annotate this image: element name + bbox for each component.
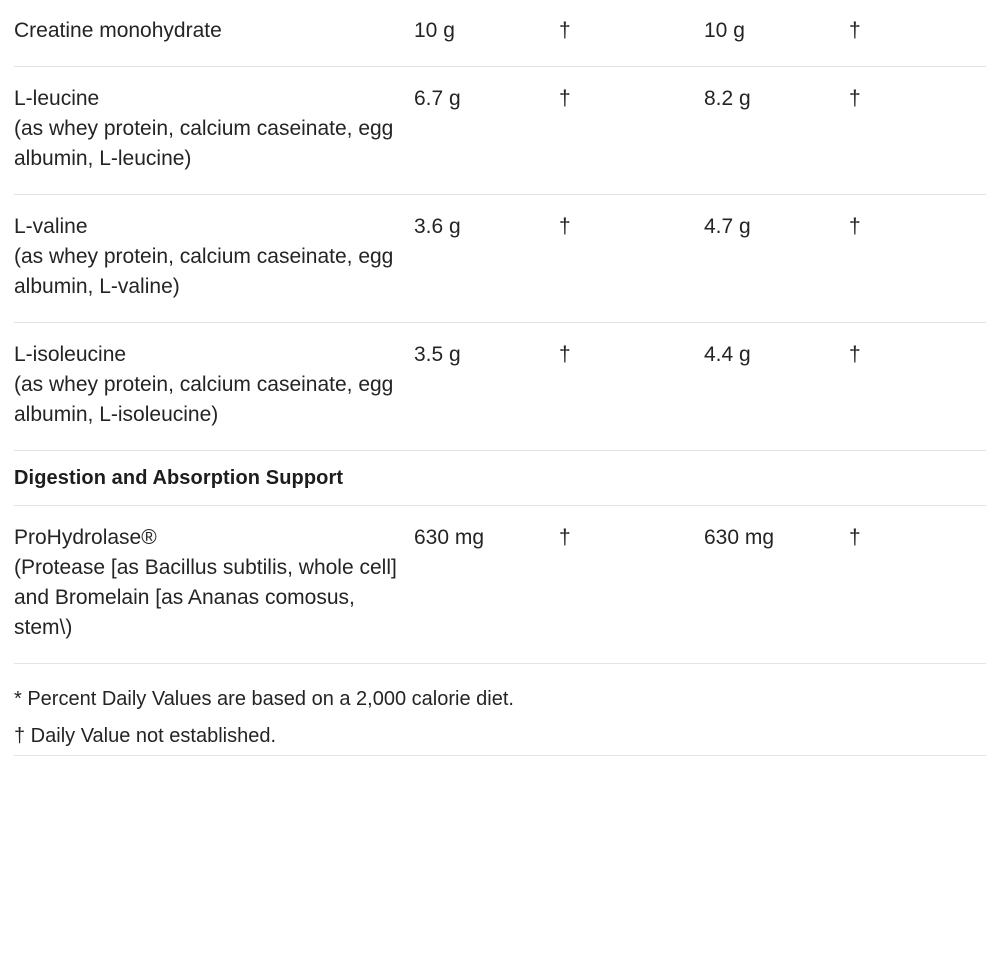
daily-value-1: † — [559, 19, 571, 42]
amount-per-serving-1: 3.5 g — [414, 323, 559, 451]
ingredient-name-cell — [14, 195, 414, 323]
table-bottom-divider — [0, 755, 1000, 756]
footnotes — [14, 664, 986, 756]
table-row — [14, 195, 986, 323]
supplement-facts-body — [14, 0, 986, 755]
daily-value-1: † — [559, 195, 704, 323]
amount-per-serving-1: 630 mg — [414, 506, 559, 664]
daily-value-2: † — [849, 195, 986, 323]
ingredient-name: L-leucine — [14, 87, 100, 111]
footnote-daily-value-basis: * Percent Daily Values are based on a 2,000 calorie diet. — [14, 688, 514, 711]
ingredient-name-cell — [14, 0, 414, 67]
daily-value-2: † — [849, 323, 986, 451]
amount-per-serving-2: 630 mg — [704, 506, 849, 664]
daily-value-2: † — [849, 67, 986, 195]
ingredient-source: (Protease [as Bacillus subtilis, whole cell] and Bromelain [as Ananas comosus, stem\) — [14, 556, 397, 640]
footnote-daily-value-not-established: † Daily Value not established. — [14, 725, 277, 748]
group-heading: Digestion and Absorption Support — [14, 451, 986, 506]
table-row — [14, 323, 986, 451]
ingredient-name-cell — [14, 506, 414, 664]
ingredient-name: ProHydrolase® — [14, 526, 157, 550]
amount-per-serving-2: 4.7 g — [704, 195, 849, 323]
daily-value-1: † — [559, 67, 704, 195]
ingredient-name: L-isoleucine — [14, 343, 127, 367]
amount-per-serving-1: 6.7 g — [414, 67, 559, 195]
amount-per-serving-2: 4.4 g — [704, 323, 849, 451]
daily-value-2: † — [849, 506, 986, 664]
table-row — [14, 506, 986, 664]
ingredient-source: (as whey protein, calcium caseinate, egg albumin, L-leucine) — [14, 117, 394, 171]
ingredient-name-cell — [14, 323, 414, 451]
supplement-facts-table — [14, 0, 986, 755]
daily-value-1: † — [559, 506, 704, 664]
daily-value-2: † — [849, 19, 861, 42]
daily-value-1: † — [559, 323, 704, 451]
table-row — [14, 67, 986, 195]
ingredient-name-cell — [14, 67, 414, 195]
table-group-heading-row — [14, 451, 986, 506]
amount-per-serving-1: 3.6 g — [414, 195, 559, 323]
table-row — [14, 0, 986, 67]
ingredient-source: (as whey protein, calcium caseinate, egg albumin, L-valine) — [14, 245, 394, 299]
amount-per-serving-2: 8.2 g — [704, 67, 849, 195]
amount-per-serving-1: 10 g — [414, 19, 455, 42]
ingredient-name: L-valine — [14, 215, 88, 239]
footnotes-row — [14, 664, 986, 756]
ingredient-source: (as whey protein, calcium caseinate, egg albumin, L-isoleucine) — [14, 373, 394, 427]
amount-per-serving-2: 10 g — [704, 19, 745, 42]
ingredient-name: Creatine monohydrate — [14, 19, 222, 42]
